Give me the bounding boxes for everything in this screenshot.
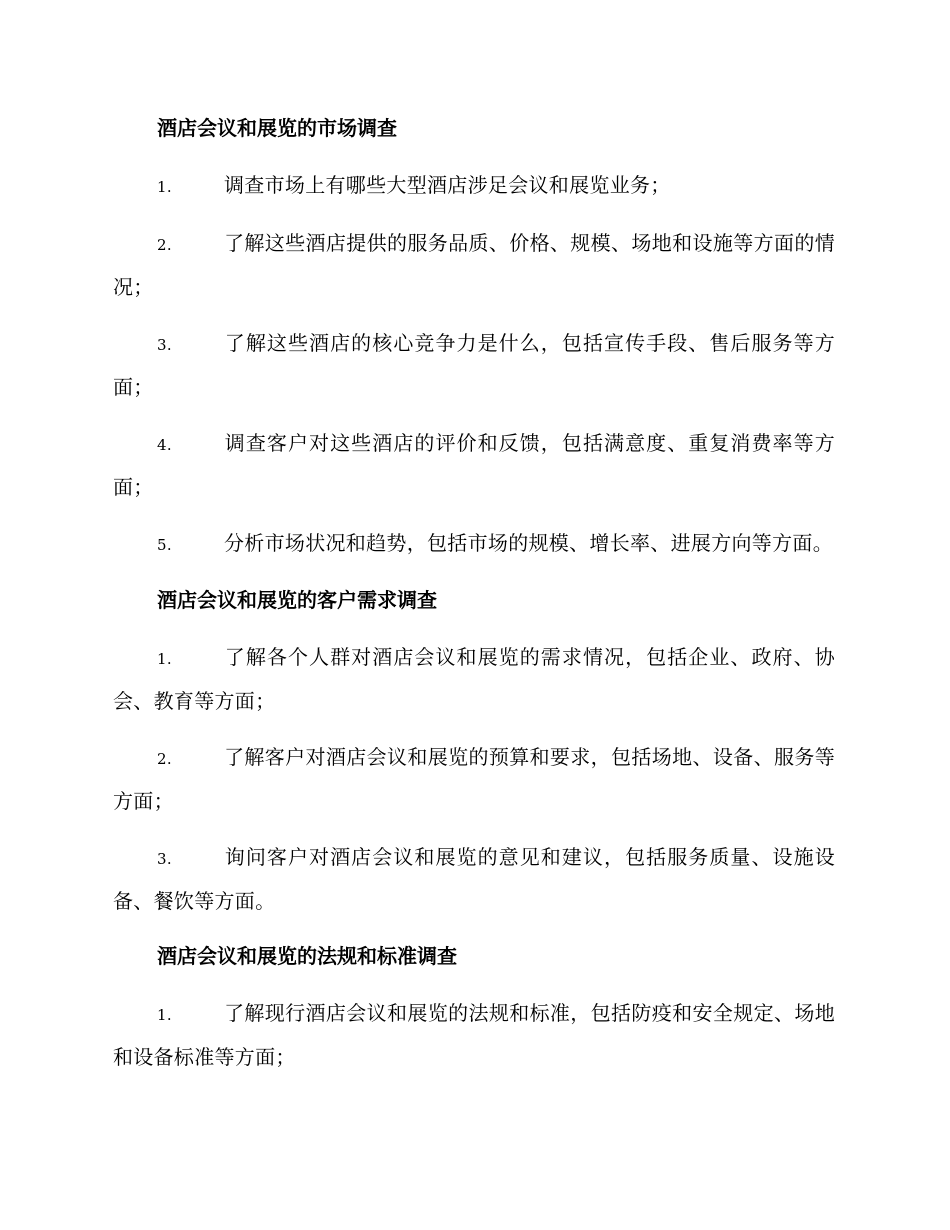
list-item	[113, 836, 835, 922]
item-text: 分析市场状况和趋势，包括市场的规模、增长率、进展方向等方面。	[224, 531, 833, 555]
list-item	[113, 422, 835, 508]
list-item	[113, 164, 835, 208]
item-text: 了解各个人群对酒店会议和展览的需求情况，包括企业、政府、协会、教育等方面；	[113, 645, 835, 713]
section-heading: 酒店会议和展览的市场调查	[157, 116, 397, 140]
item-number: 3.	[157, 850, 172, 868]
list-item	[113, 222, 835, 308]
section-heading: 酒店会议和展览的法规和标准调查	[157, 944, 457, 968]
list-item	[113, 522, 835, 566]
item-text: 调查市场上有哪些大型酒店涉足会议和展览业务；	[224, 173, 671, 197]
list-item	[113, 322, 835, 408]
item-number: 2.	[157, 236, 172, 254]
item-text: 了解这些酒店提供的服务品质、价格、规模、场地和设施等方面的情况；	[113, 231, 835, 299]
list-item	[113, 736, 835, 822]
item-text: 了解这些酒店的核心竞争力是什么，包括宣传手段、售后服务等方面；	[113, 331, 835, 399]
document-page	[113, 108, 835, 1092]
item-number: 1.	[157, 178, 172, 196]
section-customer-demand	[113, 580, 835, 922]
item-number: 1.	[157, 650, 172, 668]
item-number: 4.	[157, 436, 172, 454]
item-number: 3.	[157, 336, 172, 354]
item-text: 询问客户对酒店会议和展览的意见和建议，包括服务质量、设施设备、餐饮等方面。	[113, 845, 835, 913]
item-text: 调查客户对这些酒店的评价和反馈，包括满意度、重复消费率等方面；	[113, 431, 835, 499]
list-item	[113, 992, 835, 1078]
item-number: 5.	[157, 536, 172, 554]
item-text: 了解客户对酒店会议和展览的预算和要求，包括场地、设备、服务等方面；	[113, 745, 835, 813]
item-number: 1.	[157, 1006, 172, 1024]
section-heading: 酒店会议和展览的客户需求调查	[157, 588, 437, 612]
item-number: 2.	[157, 750, 172, 768]
section-market-survey	[113, 108, 835, 566]
item-text: 了解现行酒店会议和展览的法规和标准，包括防疫和安全规定、场地和设备标准等方面；	[113, 1001, 835, 1069]
list-item	[113, 636, 835, 722]
section-regulations	[113, 936, 835, 1078]
